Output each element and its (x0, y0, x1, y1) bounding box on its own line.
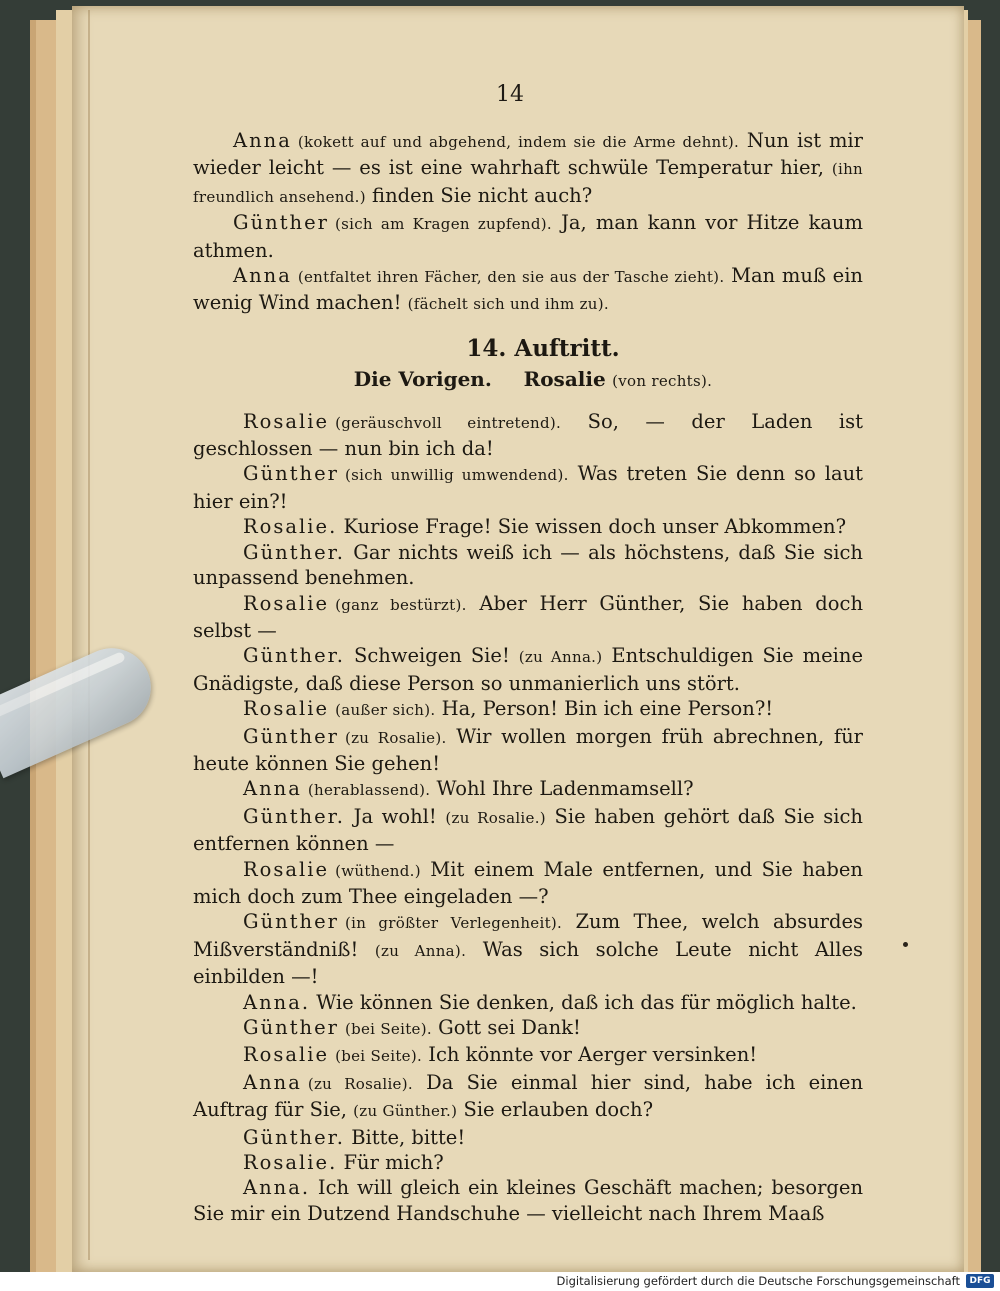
dialogue-line (193, 409, 863, 462)
speaker-name: Rosalie (243, 1043, 330, 1067)
spoken-text: Für mich? (337, 1151, 444, 1175)
dialogue-line (193, 1070, 863, 1125)
stage-direction: (zu Rosalie.) (445, 808, 546, 827)
speaker-name: Günther (243, 1016, 339, 1039)
page-number: 14 (496, 82, 524, 107)
spoken-text: Aber Herr Günther, Sie haben doch selbst — (193, 591, 863, 642)
spoken-text: Sie haben gehört daß Sie sich entfernen können — (193, 804, 863, 856)
dialogue-line (193, 263, 863, 318)
page-gutter-line (88, 10, 90, 1260)
stage-direction: (geräuschvoll eintretend). (335, 413, 562, 432)
intro-dialogue (193, 128, 863, 318)
speaker-name: Rosalie (243, 857, 330, 881)
speaker-name: Günther (233, 211, 329, 235)
spoken-text: Ha, Person! Bin ich eine Person?! (435, 697, 774, 721)
dialogue-line (193, 1150, 863, 1175)
dialogue-line (193, 1125, 863, 1150)
stage-direction: (ganz bestürzt). (335, 595, 467, 614)
speaker-name: Anna (233, 129, 292, 152)
stage-direction: (ihn freundlich ansehend.) (193, 160, 863, 206)
stage-direction: (wüthend.) (335, 861, 421, 880)
dfg-logo: DFG (966, 1274, 994, 1288)
spoken-text: Ich könnte vor Aerger versinken! (422, 1043, 758, 1067)
spoken-text: Gott sei Dank! (431, 1016, 581, 1039)
speaker-name: Anna. (243, 990, 311, 1014)
speaker-name: Rosalie (243, 409, 330, 433)
scene-characters-present: Die Vorigen. (353, 367, 492, 392)
scene-entrant-stage: (von rechts). (612, 372, 713, 391)
stage-direction: (bei Seite). (335, 1047, 423, 1066)
dialogue-line (193, 909, 863, 989)
spoken-text: Was sich solche Leute nicht Alles einbilden —! (193, 937, 863, 989)
speaker-name: Günther (243, 910, 339, 934)
speaker-name: Günther (243, 462, 339, 486)
speaker-name: Anna (243, 777, 302, 801)
spoken-text: Ich will gleich ein kleines Geschäft machen; besorgen Sie mir ein Dutzend Handschuhe — vielleicht nach Ihrem Maaß (193, 1176, 863, 1225)
scene-heading: 14. Auftritt. (466, 334, 620, 362)
dialogue-line (193, 857, 863, 910)
stage-direction: (zu Rosalie). (307, 1074, 413, 1093)
spoken-text: finden Sie nicht auch? (365, 183, 593, 207)
stage-direction: (kokett auf und abgehend, indem sie die Arme dehnt). (297, 133, 740, 151)
stage-direction: (entfaltet ihren Fächer, den sie aus der Tasche zieht). (297, 268, 725, 287)
stage-direction: (außer sich). (335, 701, 436, 720)
scene-dialogue (193, 409, 863, 1227)
dialogue-line (193, 210, 863, 263)
spoken-text: Wie können Sie denken, daß ich das für möglich halte. (310, 990, 857, 1014)
spoken-text: Man muß ein wenig Wind machen! (193, 264, 863, 315)
scene-entrant: Rosalie (523, 367, 606, 392)
speaker-name: Rosalie (243, 591, 330, 615)
speaker-name: Rosalie. (243, 515, 338, 539)
dialogue-line (193, 591, 863, 644)
spoken-text: Kuriose Frage! Sie wissen doch unser Abkommen? (337, 515, 847, 539)
spoken-text: Entschuldigen Sie meine Gnädigste, daß diese Person so unmanierlich uns stört. (193, 644, 864, 695)
dialogue-line (193, 461, 863, 514)
spoken-text: So, — der Laden ist geschlossen — nun bin ich da! (193, 409, 864, 461)
speaker-name: Günther. (243, 644, 346, 668)
spoken-text: Sie erlauben doch? (457, 1098, 654, 1122)
spoken-text: Gar nichts weiß ich — als höchstens, daß Sie sich unpassend benehmen. (193, 540, 863, 590)
spoken-text: Nun ist mir wieder leicht — es ist eine wahrhaft schwüle Temperatur hier, (193, 129, 863, 180)
stage-direction: (herablassend). (307, 781, 431, 800)
page-text (193, 128, 863, 1226)
speaker-name: Günther. (243, 804, 346, 828)
speaker-name: Anna. (243, 1176, 311, 1200)
dialogue-line (193, 990, 863, 1015)
paper-speck (903, 942, 908, 947)
speaker-name: Günther. (243, 1125, 346, 1149)
dialogue-line (193, 1042, 863, 1069)
spoken-text: Ja wohl! (345, 804, 446, 828)
spoken-text: Bitte, bitte! (345, 1125, 466, 1149)
stage-direction: (fächelt sich und ihm zu). (407, 295, 609, 314)
spoken-text: Mit einem Male entfernen, und Sie haben mich doch zum Thee eingeladen —? (193, 857, 863, 908)
spoken-text: Zum Thee, welch absurdes Mißverständniß! (193, 910, 863, 961)
speaker-name: Rosalie (243, 697, 330, 721)
stage-direction: (sich am Kragen zupfend). (334, 215, 552, 234)
dialogue-line (193, 776, 863, 803)
footer-bar (0, 1272, 1000, 1291)
footer-credit: Digitalisierung gefördert durch die Deutsche Forschungsgemeinschaft (556, 1274, 960, 1288)
dialogue-line (193, 128, 863, 210)
stage-direction: (in größter Verlegenheit). (344, 914, 563, 933)
dialogue-line (193, 804, 863, 857)
stage-direction: (sich unwillig umwendend). (344, 466, 569, 485)
spoken-text: Ja, man kann vor Hitze kaum athmen. (193, 211, 863, 262)
scene-characters (193, 367, 863, 394)
speaker-name: Rosalie. (243, 1151, 338, 1175)
spoken-text: Da Sie einmal hier sind, habe ich einen Auftrag für Sie, (193, 1070, 863, 1122)
speaker-name: Anna (243, 1070, 302, 1094)
dialogue-line (193, 1015, 863, 1042)
speaker-name: Günther. (243, 540, 346, 564)
dialogue-line (193, 1175, 863, 1226)
spoken-text: Wohl Ihre Ladenmamsell? (430, 777, 694, 801)
speaker-name: Anna (233, 264, 292, 288)
spoken-text: Was treten Sie denn so laut hier ein?! (193, 462, 863, 513)
stage-direction: (bei Seite). (344, 1020, 432, 1038)
dialogue-line (193, 696, 863, 723)
stage-direction: (zu Anna). (374, 941, 467, 960)
spoken-text: Wir wollen morgen früh abrechnen, für heute können Sie gehen! (193, 724, 863, 775)
stage-direction: (zu Rosalie). (344, 728, 447, 747)
spoken-text: Schweigen Sie! (345, 644, 519, 668)
dialogue-line (193, 724, 863, 777)
stage-direction: (zu Günther.) (353, 1102, 458, 1121)
dialogue-line (193, 514, 863, 539)
dialogue-line (193, 540, 863, 591)
speaker-name: Günther (243, 724, 339, 748)
stage-direction: (zu Anna.) (518, 648, 603, 667)
dialogue-line (193, 643, 863, 696)
